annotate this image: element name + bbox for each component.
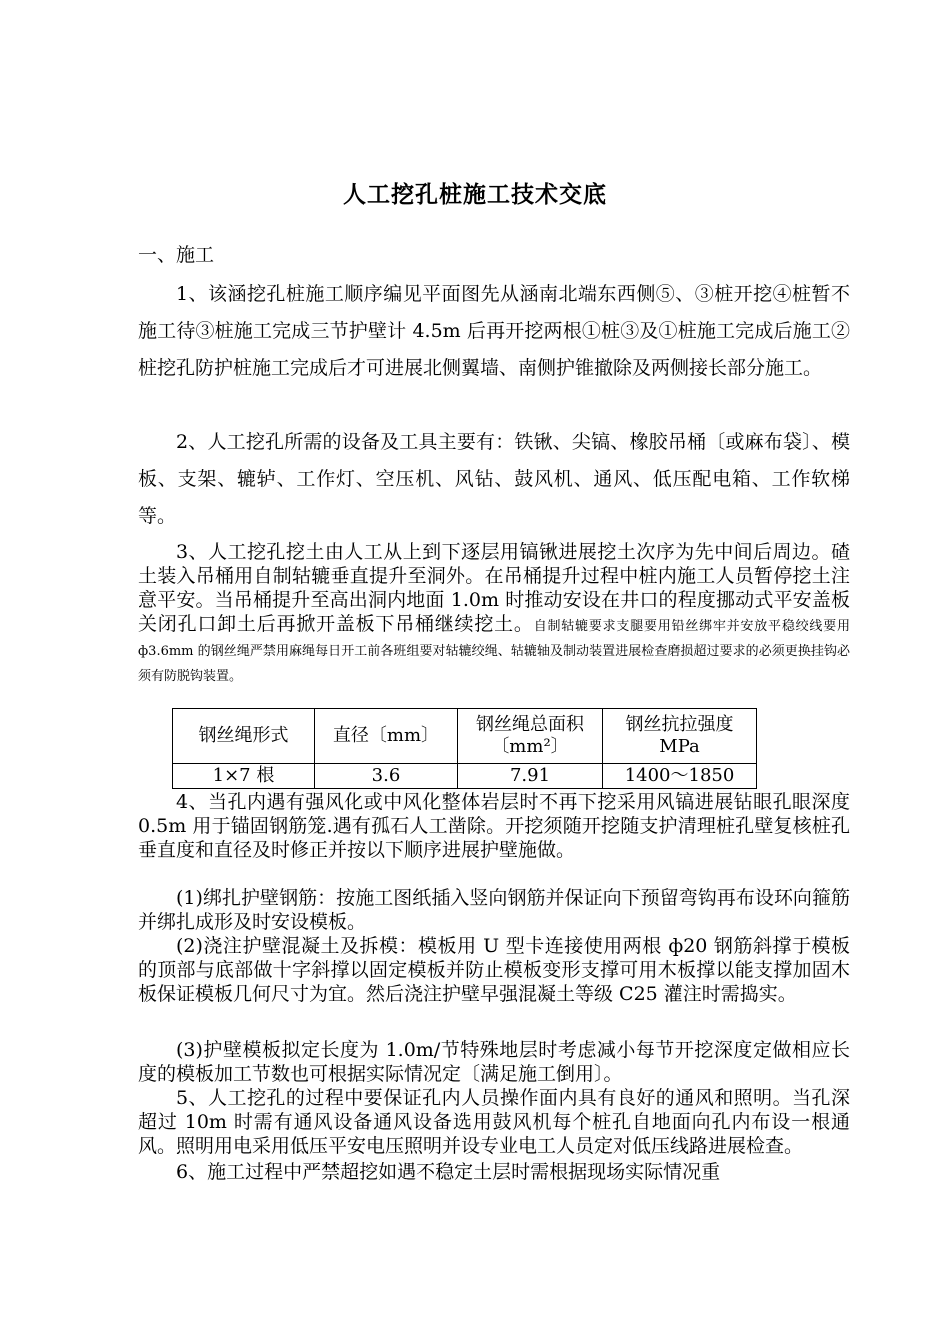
paragraph-6: 6、施工过程中严禁超挖如遇不稳定土层时需根据现场实际情况重 (176, 1161, 721, 1183)
table-cell: 7.91 (458, 764, 603, 789)
wire-rope-table (172, 708, 757, 789)
paragraph-4-1: (1)绑扎护壁钢筋：按施工图纸插入竖向钢筋并保证向下预留弯钩再布设环向箍筋并绑扎成形及时安设模板。 (138, 887, 850, 933)
table-header-cell: 直径〔mm〕 (315, 709, 458, 764)
table-header-cell: 钢丝绳总面积〔mm²〕 (458, 709, 603, 764)
table-header-row (173, 709, 757, 764)
table-header-cell: 钢丝绳形式 (173, 709, 315, 764)
paragraph-3-note: 自制轱辘要求支腿要用铅丝绑牢并安放平稳绞线要用 ф3.6mm 的钢丝绳严禁用麻绳每日开工前各班组要对轱辘绞绳、轱辘轴及制动装置进展检查磨损超过要求的必须更换挂钩必须有防脱钩装置。 (138, 619, 850, 684)
paragraph-3-main: 3、人工挖孔挖土由人工从上到下逐层用镐锹进展挖土次序为先中间后周边。碴土装入吊桶用自制轱辘垂直提升至洞外。在吊桶提升过程中桩内施工人员暂停挖土注意平安。当吊桶提升至高出洞内地面 1.0m 时推动安设在井口的程度挪动式平安盖板关闭孔口卸土后再掀开盖板下吊桶继续挖土。 (138, 541, 850, 635)
table-cell: 1×7 根 (173, 764, 315, 789)
document-title: 人工挖孔桩施工技术交底 (343, 182, 607, 208)
table-row (173, 764, 757, 789)
paragraph-5: 5、人工挖孔的过程中要保证孔内人员操作面内具有良好的通风和照明。当孔深超过 10m 时需有通风设备通风设备选用鼓风机每个桩孔自地面向孔内布设一根通风。照明用电采用低压平安电压照明并设专业电工人员定对低压线路进展检查。 (138, 1087, 850, 1157)
paragraph-3 (138, 540, 850, 687)
section-heading: 一、施工 (138, 244, 215, 266)
table-header-cell: 钢丝抗拉强度 MPa (603, 709, 757, 764)
paragraph-2: 2、人工挖孔所需的设备及工具主要有：铁锹、尖镐、橡胶吊桶〔或麻布袋〕、模板、支架、辘轳、工作灯、空压机、风钻、鼓风机、通风、低压配电箱、工作软梯等。 (138, 431, 850, 527)
paragraph-4: 4、当孔内遇有强风化或中风化整体岩层时不再下挖采用风镐进展钻眼孔眼深度 0.5m 用于锚固钢筋笼.遇有孤石人工凿除。开挖须随开挖随支护清理桩孔壁复核桩孔垂直度和直径及时修正并按以下顺序进展护壁施做。 (138, 791, 850, 861)
paragraph-4-3: (3)护壁模板拟定长度为 1.0m/节特殊地层时考虑减小每节开挖深度定做相应长度的模板加工节数也可根据实际情况定〔满足施工倒用〕。 (138, 1039, 850, 1085)
table-cell: 3.6 (315, 764, 458, 789)
paragraph-4-2: (2)浇注护壁混凝土及拆模：模板用 U 型卡连接使用两根 ф20 钢筋斜撑于模板的顶部与底部做十字斜撑以固定模板并防止模板变形支撑可用木板撑以能支撑加固木板保证模板几何尺寸为宜。然后浇注护壁早强混凝土等级 C25 灌注时需捣实。 (138, 935, 850, 1005)
paragraph-1: 1、该涵挖孔桩施工顺序编见平面图先从涵南北端东西侧⑤、③桩开挖④桩暂不施工待③桩施工完成三节护壁计 4.5m 后再开挖两根①桩③及①桩施工完成后施工②桩挖孔防护桩施工完成后才可进展北侧翼墙、南侧护锥撤除及两侧接长部分施工。 (138, 283, 850, 379)
table-cell: 1400～1850 (603, 764, 757, 789)
